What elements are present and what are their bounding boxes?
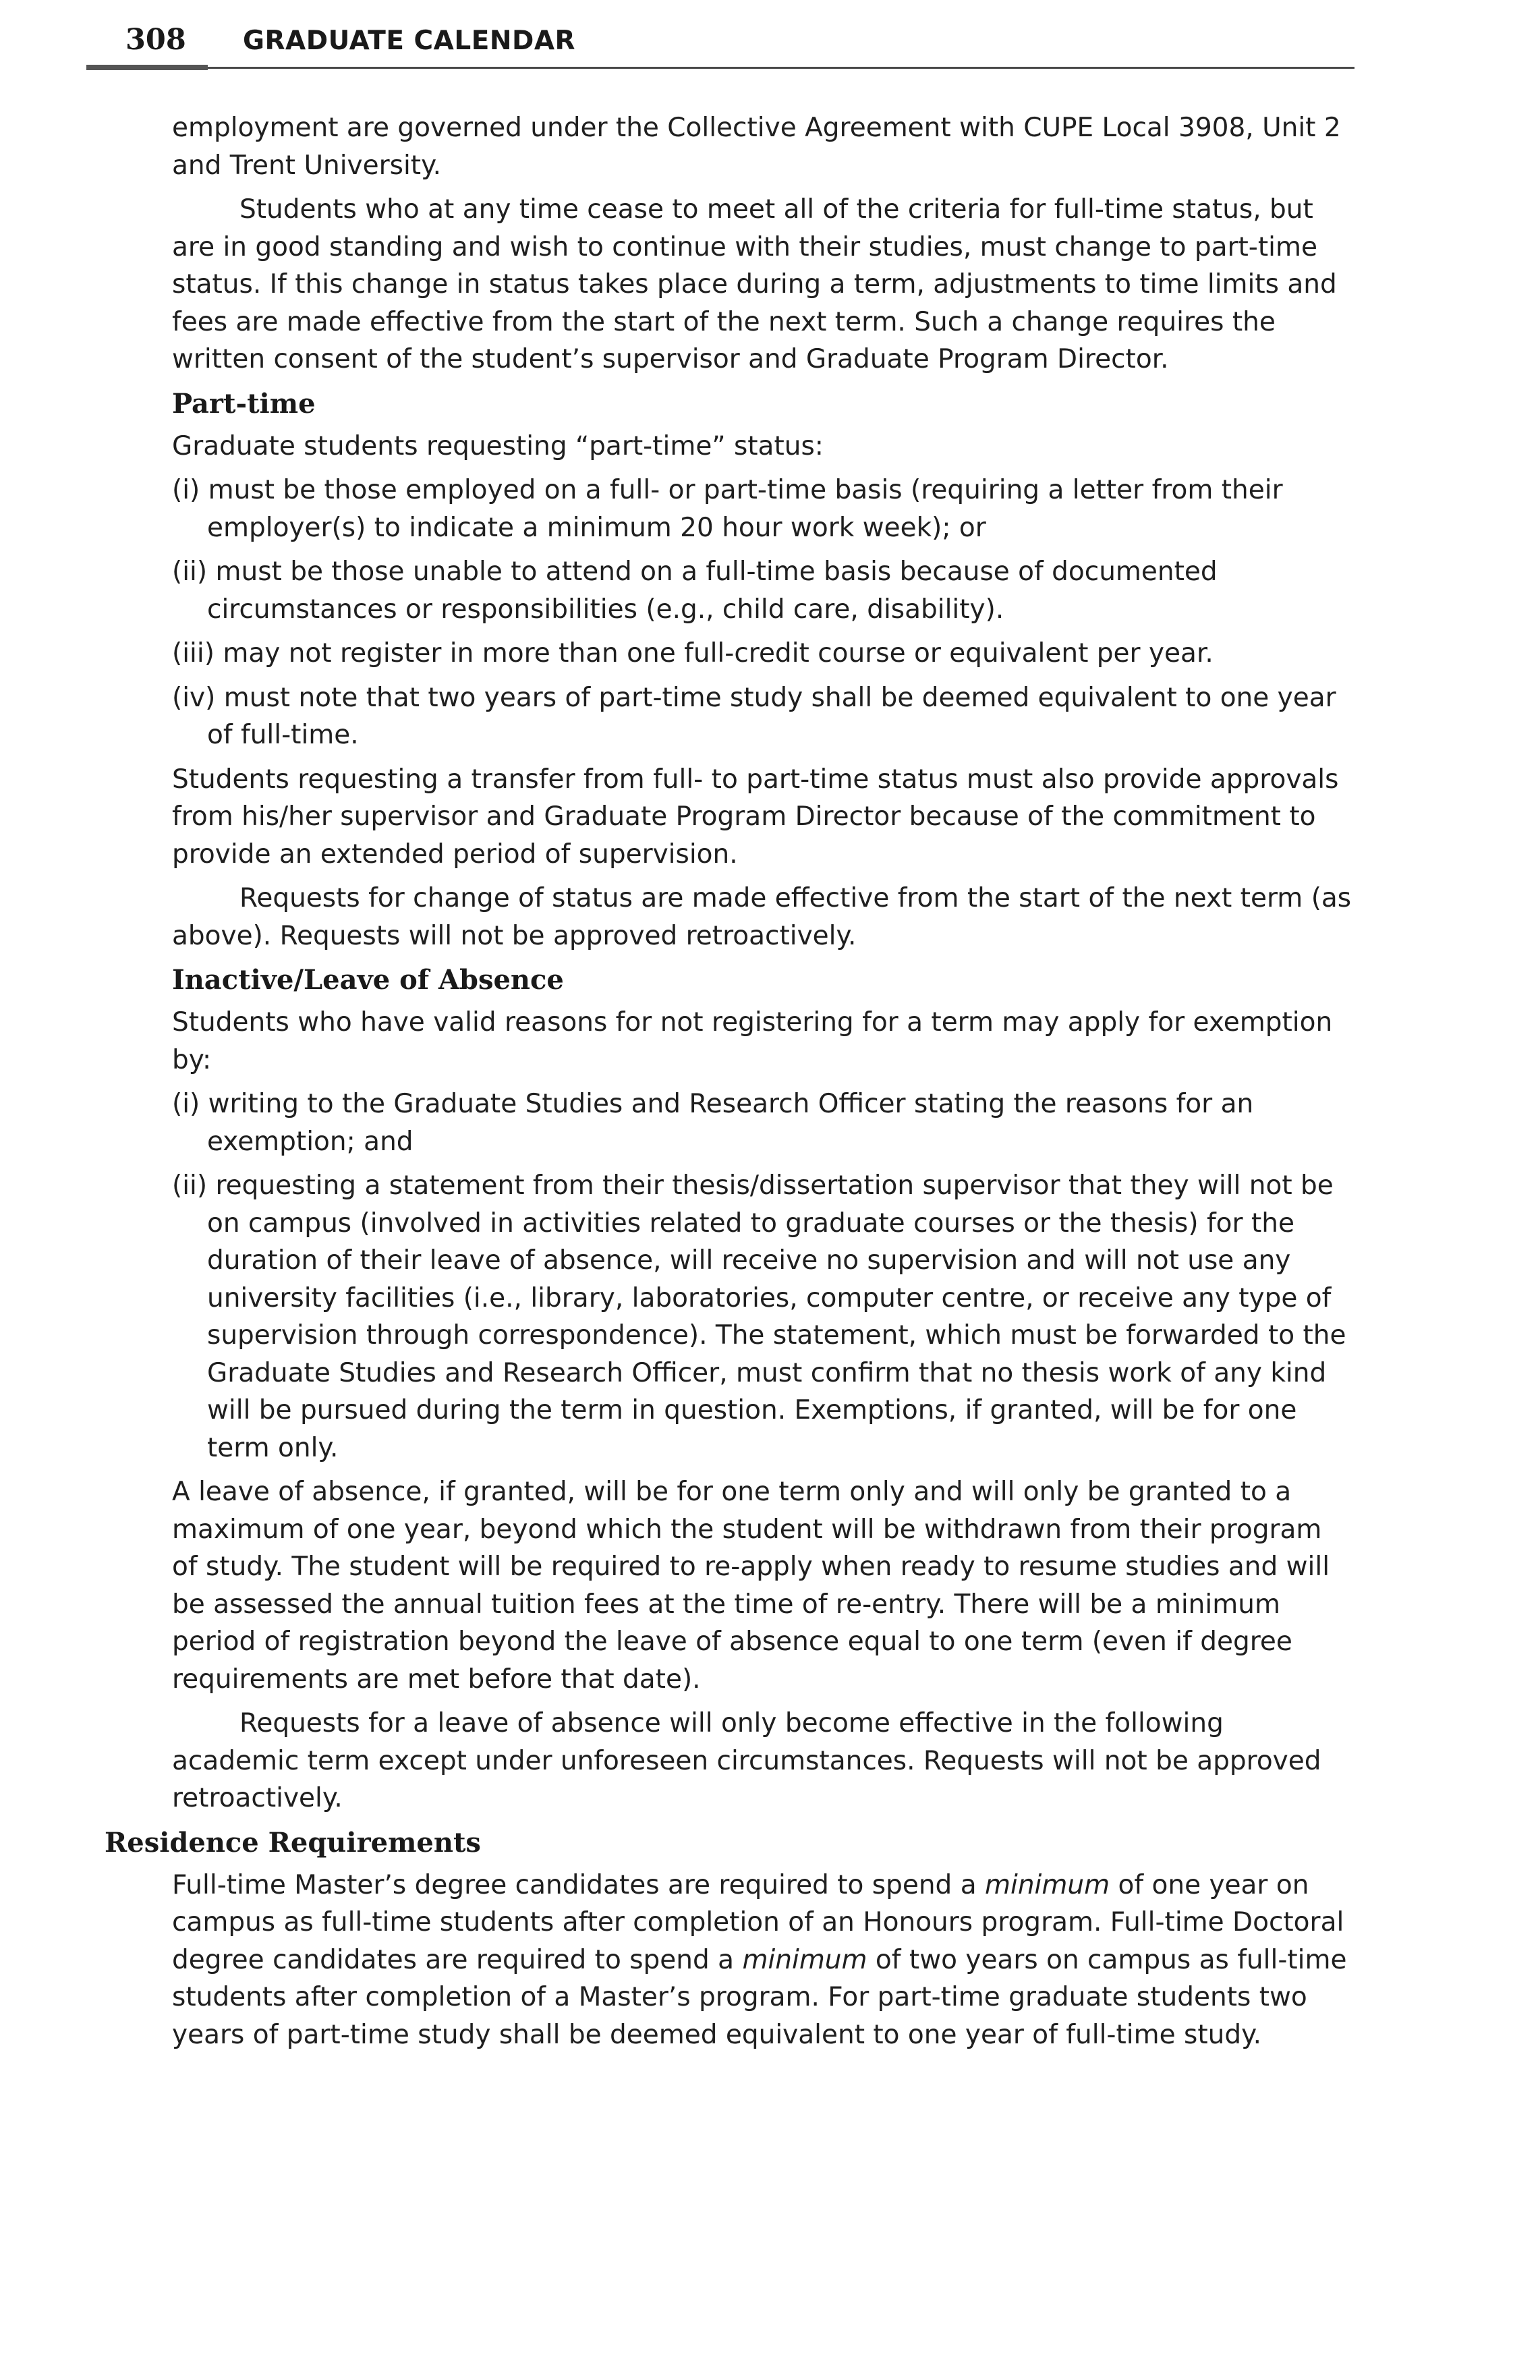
part-time-item-i: (i) must be those employed on a full- or part-time basis (requiring a letter from their employer(s) to indicate a minimum 20 hour work week); or — [172, 475, 1283, 543]
header-rule — [208, 67, 1354, 69]
leave-lead: Students who have valid reasons for not registering for a term may apply for exemption by: — [172, 1007, 1333, 1075]
residence-text-b: of one year on campus as full-time students after completion of an Honours program. Full-time Doctoral degree candidates are required to spend a — [172, 1869, 1344, 1975]
residence-emphasis-b: minimum — [742, 1944, 867, 1975]
residence-requirements-heading: Residence Requirements — [105, 1826, 481, 1859]
leave-item-i: (i) writing to the Graduate Studies and Research Officer stating the reasons for an exemption; and — [172, 1089, 1254, 1157]
full-time-status-paragraph: Students who at any time cease to meet all of the criteria for full-time status, but are in good standing and wish to continue with their studies, must change to part-time status. If this change in status takes place during a term, adjustments to time limits and fees are made effective from the start of the next term. Such a change requires the written consent of the student’s supervisor and Graduate Program Director. — [172, 194, 1337, 374]
part-time-heading: Part-time — [172, 387, 316, 420]
part-time-lead: Graduate students requesting “part-time” status: — [172, 430, 824, 461]
part-time-item-iii: (iii) may not register in more than one full-credit course or equivalent per year. — [172, 638, 1214, 669]
residence-text-c: of two years on campus as full-time students after completion of a Master’s program. For part-time graduate students two years of part-time study shall be deemed equivalent to one year of full-time study. — [172, 1944, 1347, 2050]
residence-text-a: Full-time Master’s degree candidates are required to spend a — [172, 1869, 986, 1900]
page-number: 308 — [125, 23, 186, 57]
transfer-paragraph: Students requesting a transfer from full- to part-time status must also provide approvals from his/her supervisor and Graduate Program Director because of the commitment to provide an extended period of supervision. — [172, 764, 1339, 870]
leave-item-ii: (ii) requesting a statement from their thesis/dissertation supervisor that they will not be on campus (involved in activities related to graduate courses or the thesis) for the duration of their leave of absence, will receive no supervision and will not use any university facilities (i.e., library, laboratories, computer centre, or receive any type of supervision through correspondence). The statement, which must be forwarded to the Graduate Studies and Research Officer, must confirm that no thesis work of any kind will be pursued during the term in question. Exemptions, if granted, will be for one term only. — [172, 1170, 1346, 1463]
header-rule-accent — [86, 65, 208, 70]
residence-emphasis-a: minimum — [985, 1869, 1110, 1900]
residence-paragraph — [172, 1867, 1352, 2054]
running-title: GRADUATE CALENDAR — [243, 26, 576, 56]
page-body — [105, 109, 1352, 2060]
leave-terms-paragraph: A leave of absence, if granted, will be for one term only and will only be granted to a maximum of one year, beyond which the student will be withdrawn from their program of study. The student will be required to re-apply when ready to resume studies and will be assessed the annual tuition fees at the time of re-entry. There will be a minimum period of registration beyond the leave of absence equal to one term (even if degree requirements are met before that date). — [172, 1477, 1330, 1695]
page-header — [86, 18, 1354, 72]
part-time-item-ii: (ii) must be those unable to attend on a full-time basis because of documented circumstances or responsibilities (e.g., child care, disability). — [172, 557, 1218, 625]
leave-requests-paragraph: Requests for a leave of absence will only become effective in the following academic term except under unforeseen circumstances. Requests will not be approved retroactively. — [172, 1708, 1321, 1813]
part-time-item-iv: (iv) must note that two years of part-time study shall be deemed equivalent to one year of full-time. — [172, 682, 1336, 750]
status-change-requests-paragraph: Requests for change of status are made effective from the start of the next term (as above). Requests will not be approved retroactively. — [172, 883, 1352, 951]
intro-paragraph-continued: employment are governed under the Collective Agreement with CUPE Local 3908, Unit 2 and Trent University. — [172, 113, 1341, 181]
leave-of-absence-heading: Inactive/Leave of Absence — [172, 964, 564, 996]
